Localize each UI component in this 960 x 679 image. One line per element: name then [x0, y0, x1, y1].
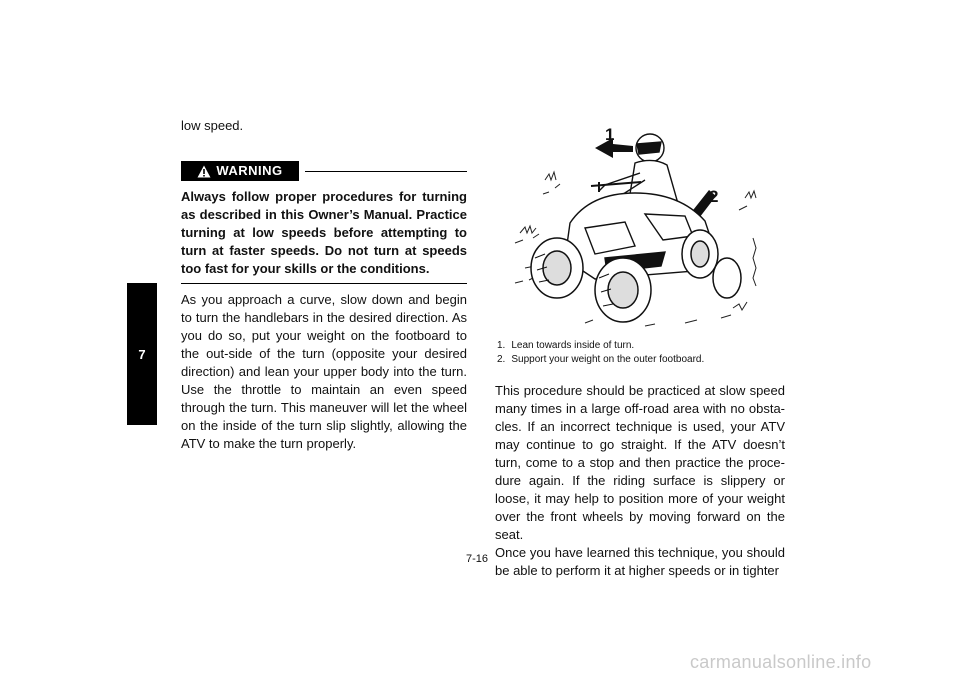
intro-text: low speed.: [181, 118, 244, 133]
arrow-1: [595, 125, 633, 158]
caption-text: Support your weight on the outer footboard.: [511, 354, 705, 365]
callout-1: 1: [605, 125, 615, 144]
chapter-number: 7: [138, 346, 146, 362]
atv-illustration: [495, 118, 785, 330]
warning-label: WARNING: [216, 163, 283, 178]
right-column: [495, 382, 785, 580]
warning-text: Always follow proper procedures for turning as described in this Owner’s Manual. Practice turning at low speeds before attempting to turn at faster speeds. Do not turn at speeds too fast for your skills or the conditions.: [181, 189, 467, 276]
chapter-tab: [127, 283, 157, 425]
watermark: carmanualsonline.info: [690, 652, 872, 672]
warning-badge: [181, 161, 299, 181]
caption-1: [497, 339, 787, 353]
left-column: [181, 117, 467, 453]
body-text: As you approach a curve, slow down and begin to turn the handlebars in the desired direction. As you do so, put your weight on the footboard to the out-side of the turn (opposite your desired direction) and lean your upper body into the turn. Use the throttle to maintain an even speed through the turn. This maneuver will let the wheel on the inside of the turn slip slightly, allowing the ATV to make the turn properly.: [181, 292, 467, 451]
warning-rule: [305, 171, 467, 172]
warning-bottom-rule: [181, 283, 467, 284]
warning-triangle-icon: [197, 165, 211, 178]
paragraph-2: Once you have learned this technique, you should be able to perform it at higher speeds or in tighter: [495, 545, 785, 578]
caption-number: 1.: [497, 340, 506, 351]
caption-2: [497, 353, 787, 367]
callout-2: 2: [709, 187, 719, 206]
caption-text: Lean towards inside of turn.: [511, 340, 635, 351]
atv-rider-drawing: [495, 118, 785, 330]
warning-header: [181, 161, 467, 183]
paragraph-1: This procedure should be practiced at slow speed many times in a large off-road area with no obsta-cles. If an incorrect technique is used, your ATV may continue to go straight. If the ATV doesn’t turn, come to a stop and then practice the proce-dure again. If the riding surface is slippery or loose, it may help to position more of your weight over the front wheels by moving forward on the seat.: [495, 383, 785, 542]
caption-number: 2.: [497, 354, 506, 365]
page-number: 7-16: [466, 553, 489, 565]
figure-captions: [497, 339, 787, 367]
